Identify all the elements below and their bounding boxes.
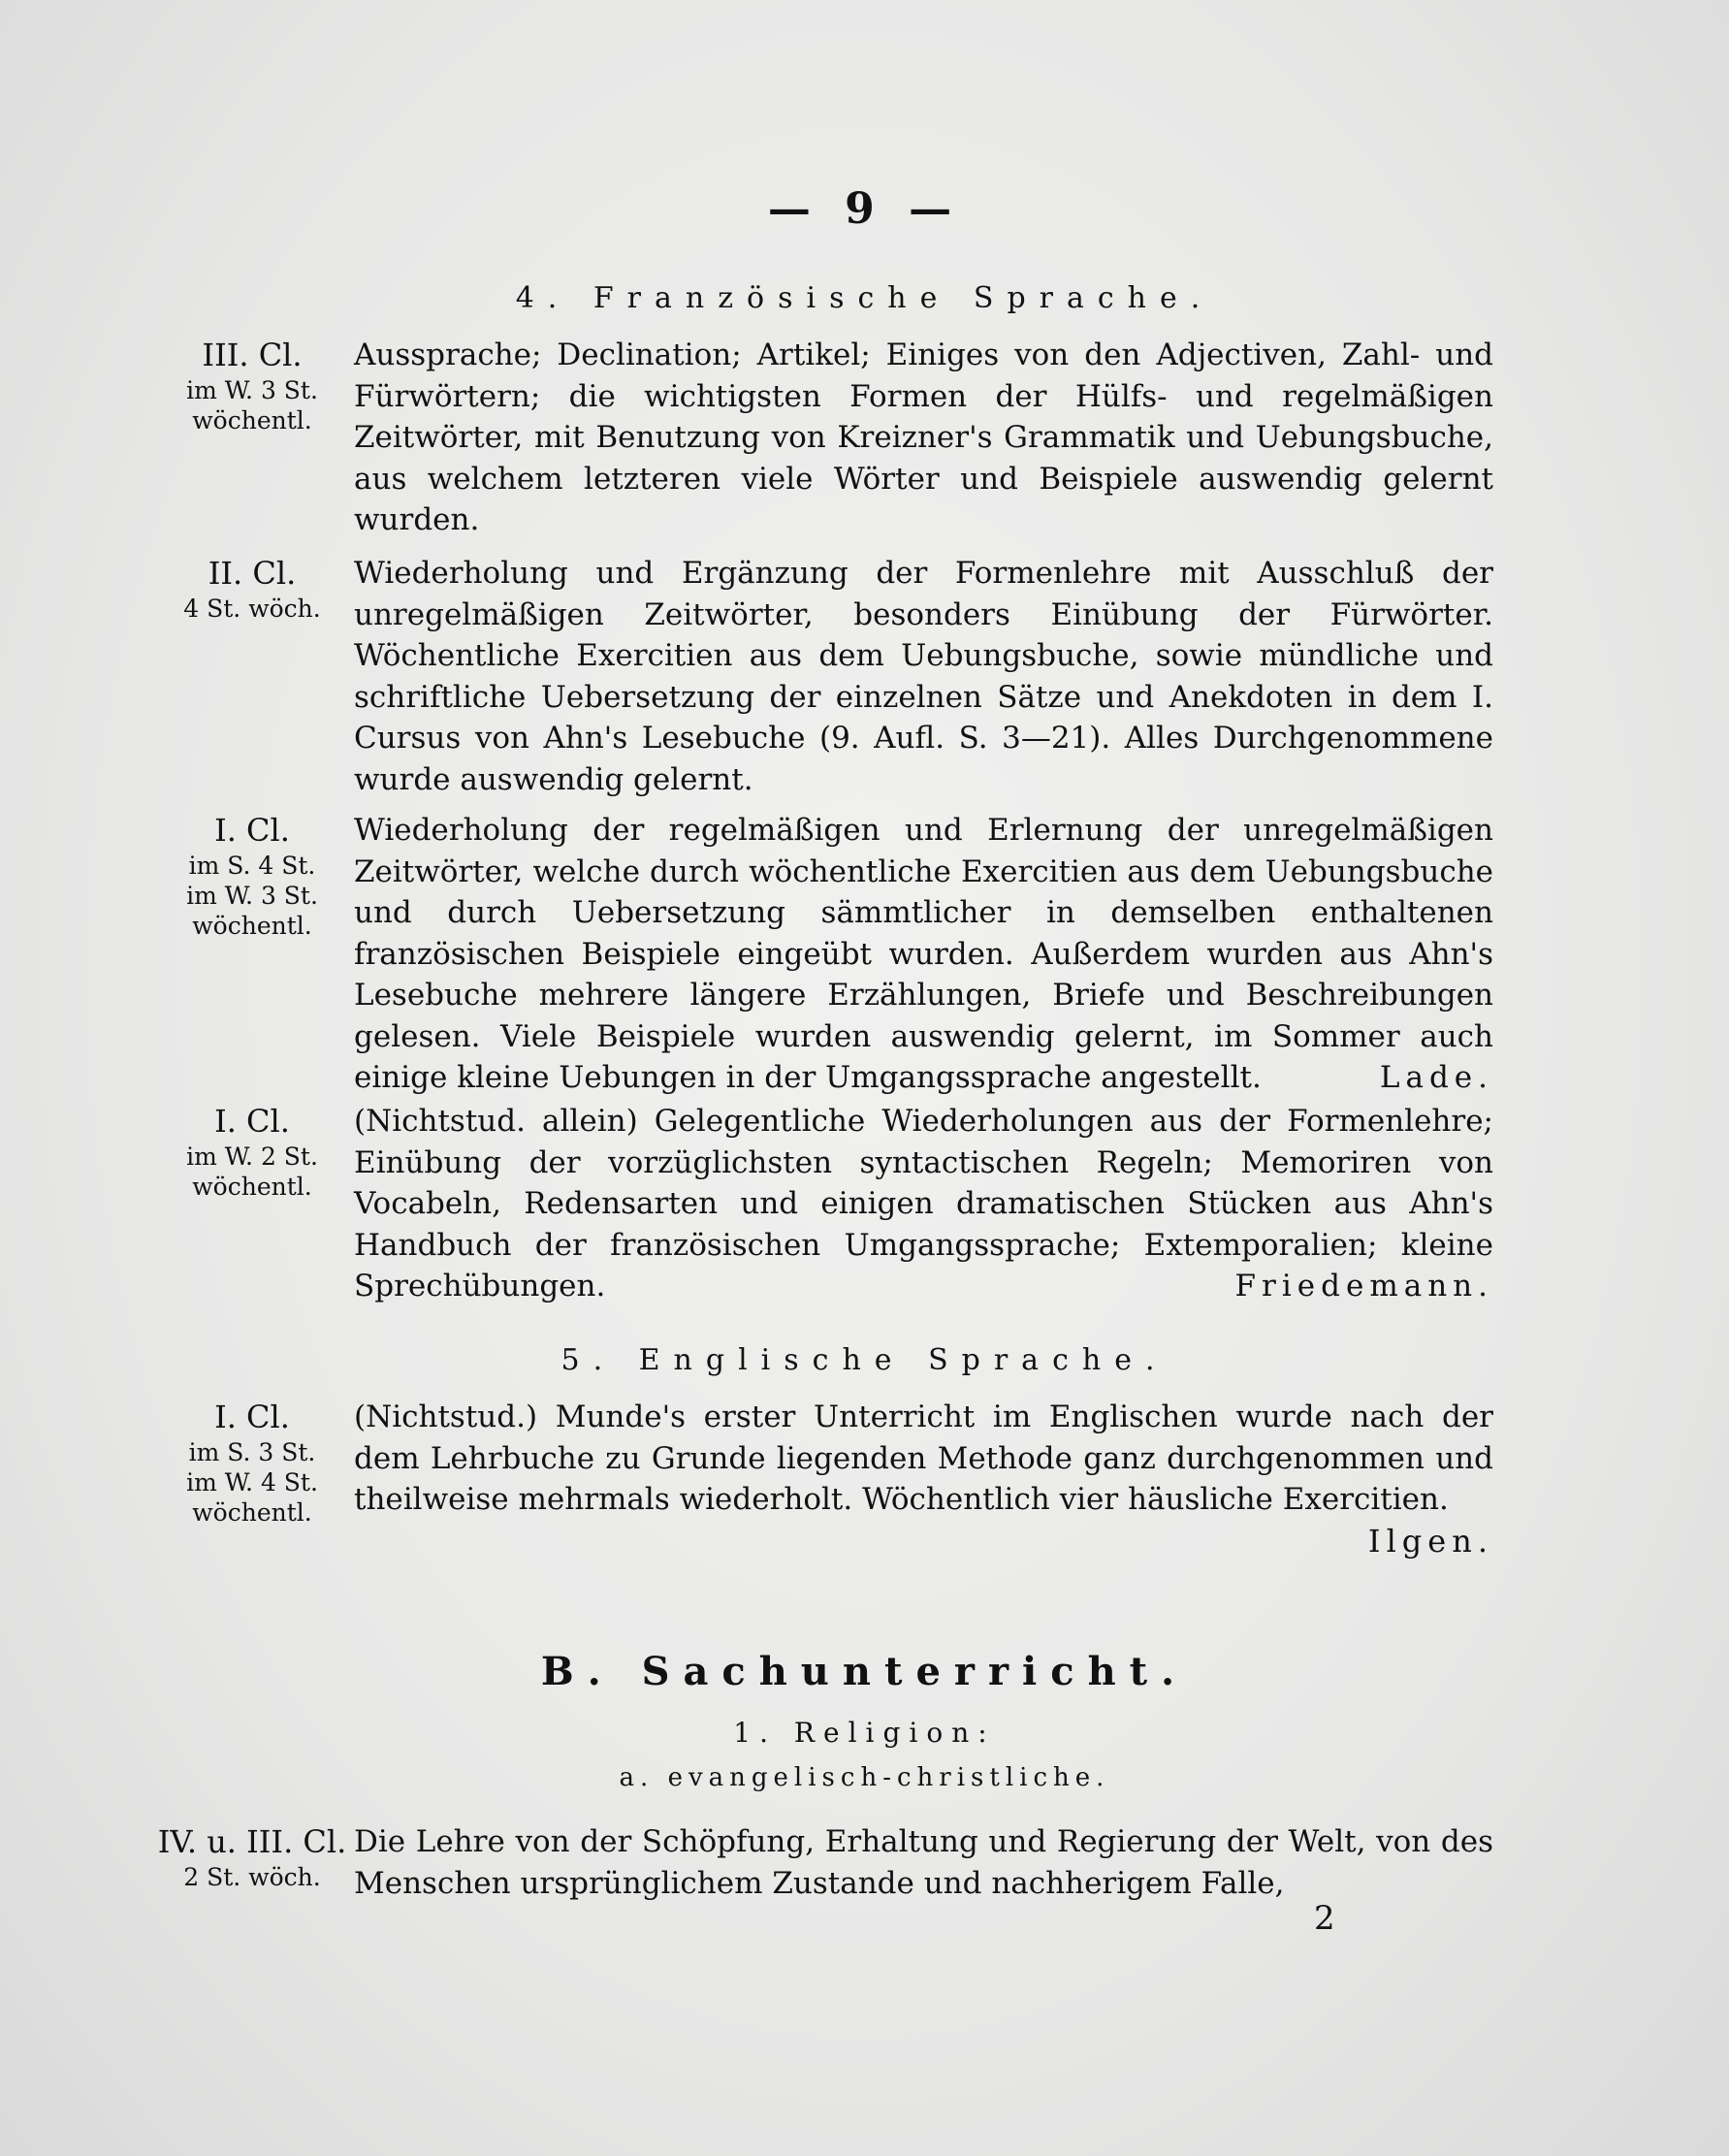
class-name: I. Cl. [214, 1103, 290, 1140]
entry-paragraph: Wiederholung und Ergänzung der Formenlehre mit Ausschluß der unregelmäßigen Zeitwörter, besonders Einübung der Fürwörter. Wöchentliche Exercitien aus dem Uebungsbuche, sowie mündliche und schriftliche Uebersetzung der einzelnen Sätze und Anekdoten in dem I. Cursus von Ahn's Lesebuche (9. Aufl. S. 3—21). Alles Durchgenommene wurde auswendig gelernt. [354, 556, 1493, 797]
section-heading-french: 4. Französische Sprache. [515, 281, 1214, 315]
hours-line: wöchentl. [192, 912, 312, 940]
entry-text [354, 335, 1493, 541]
entry-paragraph: (Nichtstud.) Munde's erster Unterricht im Englischen wurde nach der dem Lehrbuche zu Grunde liegenden Methode ganz durchgenommen und theilweise mehrmals wiederholt. Wöchentlich vier häusliche Exercitien. [354, 1400, 1493, 1517]
section-heading-english: 5. Englische Sprache. [560, 1343, 1169, 1377]
class-name: IV. u. III. Cl. [157, 1823, 347, 1860]
entry-text [354, 1821, 1493, 1904]
section-heading-sachunterricht: B. Sachunterricht. [540, 1649, 1189, 1694]
hours-line: im S. 4 St. [188, 852, 316, 880]
subsection-heading-religion: 1. Religion: [733, 1717, 996, 1749]
entry-text [354, 1397, 1493, 1561]
class-label [155, 1821, 349, 1892]
hours-line: 4 St. wöch. [183, 595, 321, 623]
entry-body: Wiederholung der regelmäßigen und Erlernung der unregelmäßigen Zeitwörter, welche durch wöchentliche Exercitien aus dem Uebungsbuche und durch Uebersetzung sämmtlicher in demselben enthaltenen französischen Beispiele eingeübt wurden. Außerdem wurden aus Ahn's Lesebuche mehrere längere Erzählungen, Briefe und Beschreibungen gelesen. Viele Beispiele wurden auswendig gelernt, im Sommer auch einige kleine Uebungen in der Umgangssprache angestellt. [354, 813, 1493, 1095]
class-label [155, 553, 349, 624]
class-name: III. Cl. [202, 337, 303, 373]
subsubsection-heading: a. evangelisch-christliche. [619, 1763, 1110, 1792]
teacher-signature: Ilgen. [1367, 1522, 1493, 1560]
page-number: — 9 — [767, 184, 962, 234]
teacher-signature: Friedemann. [1234, 1269, 1493, 1303]
class-label [155, 1101, 349, 1202]
class-name: I. Cl. [214, 1399, 290, 1435]
class-label [155, 335, 349, 435]
entry-text [354, 810, 1493, 1099]
teacher-signature: Lade. [1379, 1060, 1493, 1095]
entry-paragraph [354, 810, 1493, 1099]
entry-text [354, 1101, 1493, 1307]
entry-body: (Nichtstud. allein) Gelegentliche Wiederholungen aus der Formenlehre; Einübung der vorzüglichsten syntactischen Regeln; Memoriren von Vocabeln, Redensarten und einigen dramatischen Stücken aus Ahn's Handbuch der französischen Umgangssprache; Extemporalien; kleine Sprechübungen. [354, 1104, 1493, 1303]
sheet-signature-mark: 2 [1314, 1899, 1335, 1938]
entry-paragraph [354, 1101, 1493, 1307]
hours-line: wöchentl. [192, 406, 312, 434]
hours-line: im W. 3 St. [186, 882, 318, 910]
entry-paragraph: Aussprache; Declination; Artikel; Einiges von den Adjectiven, Zahl- und Fürwörtern; die wichtigsten Formen der Hülfs- und regelmäßigen Zeitwörter, mit Benutzung von Kreizner's Grammatik und Uebungsbuche, aus welchem letzteren viele Wörter und Beispiele auswendig gelernt wurden. [354, 338, 1493, 537]
class-label [155, 1397, 349, 1528]
entry-text [354, 553, 1493, 800]
hours-line: wöchentl. [192, 1498, 312, 1527]
hours-line: im W. 4 St. [186, 1468, 318, 1496]
hours-line: wöchentl. [192, 1173, 312, 1201]
class-name: I. Cl. [214, 812, 290, 849]
hours-line: im S. 3 St. [188, 1438, 316, 1466]
class-label [155, 810, 349, 941]
class-name: II. Cl. [208, 555, 297, 592]
hours-line: 2 St. wöch. [183, 1863, 321, 1891]
hours-line: im W. 2 St. [186, 1142, 318, 1171]
hours-line: im W. 3 St. [186, 376, 318, 404]
entry-paragraph: Die Lehre von der Schöpfung, Erhaltung und Regierung der Welt, von des Menschen ursprünglichem Zustande und nachherigem Falle, [354, 1824, 1493, 1901]
